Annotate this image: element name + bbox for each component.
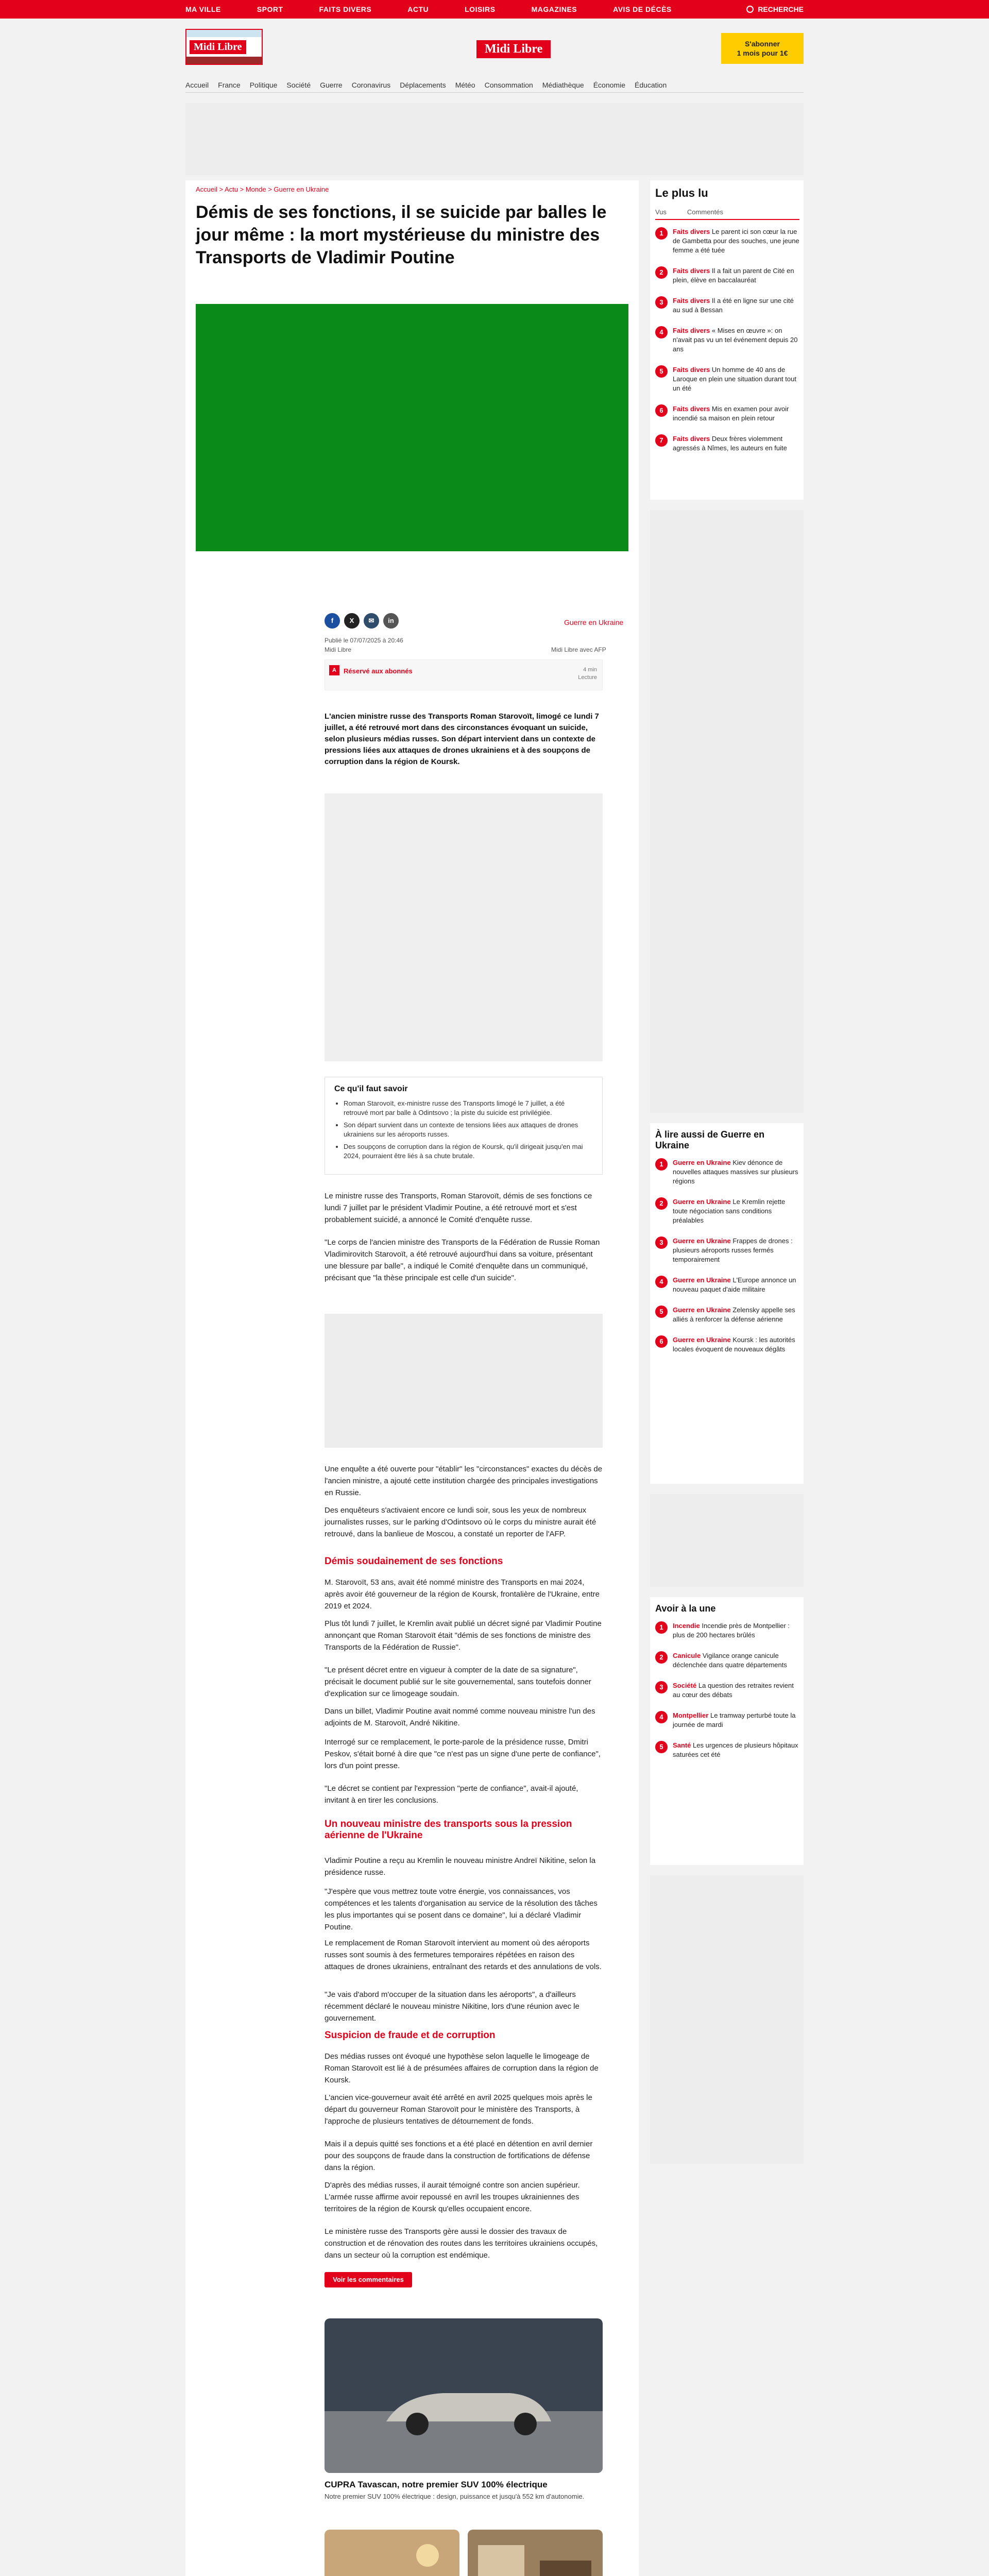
search-label: RECHERCHE bbox=[758, 5, 804, 13]
rank-badge: 5 bbox=[655, 1306, 668, 1318]
reading-time-label: Lecture bbox=[578, 674, 597, 681]
breadcrumb[interactable]: Accueil > Actu > Monde > Guerre en Ukraine bbox=[196, 185, 329, 193]
most-read-tabs bbox=[655, 208, 799, 220]
search-icon bbox=[746, 6, 754, 13]
list-item[interactable] bbox=[655, 326, 799, 354]
article-paragraph: L'ancien vice-gouverneur avait été arrêté en avril 2025 quelques mois après le départ du gouverneur Roman Starovoït pour le ministère des Transports, à l'approche de plusieurs tentatives de détournement de fonds. bbox=[325, 2093, 592, 2126]
article-lead: L'ancien ministre russe des Transports Roman Starovoït, limogé ce lundi 7 juillet, a été retrouvé mort dans des circonstances évoquant un suicide, selon plusieurs médias russes. Son départ intervient dans un contexte de pressions liées aux attaques de drones ukrainiens et à des soupçons de corruption dans la région de Koursk. bbox=[325, 712, 599, 766]
article-main bbox=[185, 180, 639, 2576]
x-share-icon[interactable]: X bbox=[344, 613, 360, 629]
article-paragraph: Le ministre russe des Transports, Roman Starovoït, démis de ses fonctions ce lundi 7 juillet par le président Vladimir Poutine, a été retrouvé mort et s'est probablement suicidé, a annoncé le Comité d'enquête russe. bbox=[325, 1192, 592, 1224]
rank-badge: 2 bbox=[655, 266, 668, 279]
rank-badge: 4 bbox=[655, 1711, 668, 1723]
list-item-text: Faits divers Deux frères violemment agressés à Nîmes, les auteurs en fuite bbox=[673, 435, 787, 452]
article-paragraph: Dans un billet, Vladimir Poutine avait nommé comme nouveau ministre l'un des adjoints de M. Starovoït, André Nikitine. bbox=[325, 1707, 595, 1727]
sponsored-card[interactable] bbox=[325, 2530, 459, 2576]
hero-image bbox=[196, 304, 628, 551]
inline-ad-slot bbox=[325, 793, 603, 1061]
headlines-title: Avoir à la une bbox=[655, 1603, 716, 1614]
key-points-title: Ce qu'il faut savoir bbox=[334, 1084, 408, 1093]
subnav-item[interactable]: Coronavirus bbox=[351, 80, 391, 89]
sidebar-ad-slot-2 bbox=[650, 1494, 804, 1587]
list-item[interactable] bbox=[655, 434, 799, 453]
subscriber-badge-icon: A bbox=[329, 665, 339, 675]
list-item-text: Faits divers Le parent ici son cœur la rue de Gambetta pour des souches, une jeune femme a été tuée bbox=[673, 228, 799, 254]
see-comments-button[interactable]: Voir les commentaires bbox=[325, 2272, 412, 2287]
rank-badge: 4 bbox=[655, 1276, 668, 1288]
article-paragraph: "Je vais d'abord m'occuper de la situation dans les aéroports", a d'ailleurs récemment déclaré le nouveau ministre Nikitine, lors d'une réunion avec le gouvernement. bbox=[325, 1990, 579, 2023]
sponsored-image-interior bbox=[468, 2530, 603, 2576]
nav-item-loisirs[interactable]: LOISIRS bbox=[465, 5, 496, 13]
subnav-item[interactable]: Politique bbox=[249, 80, 278, 89]
article-paragraph: Vladimir Poutine a reçu au Kremlin le nouveau ministre Andreï Nikitine, selon la présidence russe. bbox=[325, 1856, 596, 1877]
sponsored-card[interactable] bbox=[468, 2530, 603, 2576]
list-item[interactable] bbox=[655, 1741, 799, 1759]
logo-strip bbox=[186, 30, 262, 37]
list-item[interactable] bbox=[655, 296, 799, 315]
logo-bottom bbox=[186, 57, 262, 64]
subnav-item[interactable]: France bbox=[218, 80, 241, 89]
rank-badge: 4 bbox=[655, 326, 668, 338]
rank-badge: 2 bbox=[655, 1197, 668, 1210]
list-item[interactable] bbox=[655, 1681, 799, 1700]
subnav-item[interactable]: Éducation bbox=[634, 80, 667, 89]
article-paragraph: Des enquêteurs s'activaient encore ce lundi soir, sous les yeux de nombreux journalistes russes, sur le parking d'Odintsovo où le corps du ministre aurait été retrouvé, dans la banlieue de Moscou, a constaté un reporter de l'AFP. bbox=[325, 1506, 596, 1538]
list-item-text: Incendie Incendie près de Montpellier : plus de 200 hectares brûlés bbox=[673, 1622, 790, 1639]
list-item[interactable] bbox=[655, 404, 799, 423]
list-item-text: Guerre en Ukraine L'Europe annonce un nouveau paquet d'aide militaire bbox=[673, 1276, 796, 1293]
article-paragraph: Interrogé sur ce remplacement, le porte-parole de la présidence russe, Dmitri Peskov, s'était borné à dire que "ce n'est pas un signe d'une perte de confiance", lors d'un point presse. bbox=[325, 1738, 601, 1770]
subscriber-banner bbox=[325, 659, 603, 690]
list-item[interactable] bbox=[655, 266, 799, 285]
list-item-text: Canicule Vigilance orange canicule déclenchée dans quatre départements bbox=[673, 1652, 787, 1669]
site-logo[interactable] bbox=[185, 29, 263, 65]
key-point: • Son départ survient dans un contexte de tensions liées aux attaques de drones ukrainiens sur les aéroports russes. bbox=[344, 1121, 591, 1139]
rank-badge: 5 bbox=[655, 365, 668, 378]
nav-item-faits-divers[interactable]: FAITS DIVERS bbox=[319, 5, 372, 13]
related-list bbox=[655, 1158, 799, 1354]
article-paragraph: Des médias russes ont évoqué une hypothèse selon laquelle le limogeage de Roman Starovoït est lié à de présumées affaires de corruption dans la région de Koursk. bbox=[325, 2052, 599, 2084]
search-button[interactable] bbox=[746, 0, 804, 19]
article-paragraph: Le ministère russe des Transports gère aussi le dossier des travaux de construction et de rénovation des routes dans les territoires ukrainiens occupés, dans un secteur où la corruption est endémique. bbox=[325, 2227, 598, 2260]
rank-badge: 6 bbox=[655, 1335, 668, 1348]
subnav-item[interactable]: Médiathèque bbox=[542, 80, 584, 89]
article-paragraph: "J'espère que vous mettrez toute votre énergie, vos connaissances, vos compétences et les talents d'organisation au service de la résolution des tâches les plus importantes qui se posent dans ce domaine", lui a déclaré Vladimir Poutine. bbox=[325, 1887, 598, 1931]
article-paragraph: "Le présent décret entre en vigueur à compter de la date de sa signature", précisait le document publié sur le site gouvernemental, sans toutefois donner d'explication sur ce limogeage soudain. bbox=[325, 1666, 591, 1698]
list-item[interactable] bbox=[655, 1197, 799, 1225]
related-box bbox=[650, 1123, 804, 1484]
subscribe-button[interactable]: S'abonner 1 mois pour 1€ bbox=[721, 33, 804, 64]
list-item[interactable] bbox=[655, 1711, 799, 1730]
logo-text: Midi Libre bbox=[190, 40, 246, 54]
sidebar-ad-slot-3 bbox=[650, 1875, 804, 2164]
sponsored-image-landscape bbox=[325, 2530, 459, 2576]
list-item-text: Faits divers Il a été en ligne sur une cité au sud à Bessan bbox=[673, 297, 794, 314]
most-read-list bbox=[655, 227, 799, 453]
sponsored-title: CUPRA Tavascan, notre premier SUV 100% électrique bbox=[325, 2480, 548, 2489]
rank-badge: 3 bbox=[655, 1681, 668, 1693]
inline-ad-slot-2 bbox=[325, 1314, 603, 1448]
key-points-box bbox=[325, 1077, 603, 1175]
list-item[interactable] bbox=[655, 1335, 799, 1354]
rank-badge: 7 bbox=[655, 434, 668, 447]
sidebar bbox=[650, 180, 804, 2164]
rank-badge: 2 bbox=[655, 1651, 668, 1664]
list-item[interactable] bbox=[655, 1236, 799, 1264]
list-item-text: Guerre en Ukraine Kiev dénonce de nouvelles attaques massives sur plusieurs régions bbox=[673, 1159, 798, 1185]
article-paragraph: "Le corps de l'ancien ministre des Transports de la Fédération de Russie Roman Vladimirovitch Starovoït, a été retrouvé aujourd'hui dans sa voiture, présentant une blessure par balle", a indiqué le Comité d'enquête dans un communiqué, précisant que "la thèse principale est celle d'un suicide". bbox=[325, 1238, 600, 1282]
list-item[interactable] bbox=[655, 365, 799, 393]
list-item[interactable] bbox=[655, 1276, 799, 1294]
rank-badge: 5 bbox=[655, 1741, 668, 1753]
nav-item-avis-deces[interactable]: AVIS DE DÉCÈS bbox=[613, 5, 672, 13]
facebook-share-icon[interactable]: f bbox=[325, 613, 340, 629]
section-subnav bbox=[185, 77, 804, 93]
article-paragraph: Une enquête a été ouverte pour "établir" les "circonstances" exactes du décès de l'ancien ministre, a ajouté cette institution chargée des principales investigations en Russie. bbox=[325, 1465, 603, 1497]
subnav-item[interactable]: Société bbox=[286, 80, 311, 89]
share-buttons bbox=[325, 613, 403, 629]
publish-date: Publié le 07/07/2025 à 20:46 bbox=[325, 637, 403, 644]
list-item-text: Faits divers Un homme de 40 ans de Laroque en plein une situation durant tout un été bbox=[673, 366, 796, 392]
related-title: À lire aussi de Guerre en Ukraine bbox=[655, 1129, 765, 1150]
linkedin-share-icon[interactable]: in bbox=[383, 613, 399, 629]
mail-share-icon[interactable]: ✉ bbox=[364, 613, 379, 629]
reading-time bbox=[578, 666, 597, 682]
key-point: • Roman Starovoït, ex-ministre russe des Transports limogé le 7 juillet, a été retrouvé mort par balle à Odintsovo ; la piste du suicide est privilégiée. bbox=[344, 1099, 591, 1117]
article-subheading: Un nouveau ministre des transports sous la pression aérienne de l'Ukraine bbox=[325, 1819, 572, 1841]
list-item-text: Guerre en Ukraine Koursk : les autorités locales évoquent de nouveaux dégâts bbox=[673, 1336, 795, 1353]
subnav-item[interactable]: Guerre bbox=[320, 80, 343, 89]
list-item[interactable] bbox=[655, 1306, 799, 1324]
sponsored-image-suv bbox=[325, 2318, 603, 2473]
list-item[interactable] bbox=[655, 1621, 799, 1640]
sponsored-card[interactable] bbox=[325, 2318, 603, 2501]
article-paragraph: Le remplacement de Roman Starovoït intervient au moment où des aéroports russes sont soumis à des fermetures temporaires répétées en raison des attaques de drones ukrainiens, entraînant des retards et des annulations de vols. bbox=[325, 1939, 602, 1971]
subnav-item[interactable]: Météo bbox=[455, 80, 475, 89]
list-item-text: Faits divers Il a fait un parent de Cité en plein, élève en baccalauréat bbox=[673, 267, 794, 284]
nav-item-sport[interactable]: SPORT bbox=[257, 5, 283, 13]
headlines-box bbox=[650, 1597, 804, 1865]
top-ad-slot bbox=[185, 103, 804, 175]
top-navigation-bar bbox=[0, 0, 989, 19]
publisher: Midi Libre bbox=[325, 646, 352, 653]
site-header bbox=[185, 29, 804, 65]
nav-item-actu[interactable]: ACTU bbox=[407, 5, 429, 13]
list-item-text: Montpellier Le tramway perturbé toute la journée de mardi bbox=[673, 1711, 796, 1728]
list-item[interactable] bbox=[655, 1158, 799, 1186]
list-item-text: Santé Les urgences de plusieurs hôpitaux saturées cet été bbox=[673, 1741, 798, 1758]
subnav-item[interactable]: Consommation bbox=[484, 80, 533, 89]
list-item[interactable] bbox=[655, 227, 799, 255]
article-paragraph: D'après des médias russes, il aurait témoigné contre son ancien supérieur. L'armée russe affirme avoir repoussé en avril les troupes ukrainiennes des territoires de la région de Koursk qu'elles occupaient encore. bbox=[325, 2181, 580, 2213]
sponsored-desc: Notre premier SUV 100% électrique : design, puissance et jusqu'à 552 km d'autonomie. bbox=[325, 2493, 585, 2500]
article-paragraph: M. Starovoït, 53 ans, avait été nommé ministre des Transports en mai 2024, après avoir été gouverneur de la région de Koursk, frontalière de l'Ukraine, entre 2019 et 2024. bbox=[325, 1578, 600, 1611]
subscriber-label: Réservé aux abonnés bbox=[344, 667, 413, 675]
rank-badge: 3 bbox=[655, 1236, 668, 1249]
list-item-text: Guerre en Ukraine Le Kremlin rejette toute négociation sans conditions préalables bbox=[673, 1198, 786, 1224]
article-headline: Démis de ses fonctions, il se suicide par balles le jour même : la mort mystérieuse du ministre des Transports de Vladimir Poutine bbox=[196, 202, 607, 267]
list-item-text: Faits divers « Mises en œuvre »: on n'avait pas vu un tel événement depuis 20 ans bbox=[673, 327, 798, 353]
rank-badge: 1 bbox=[655, 227, 668, 240]
rank-badge: 1 bbox=[655, 1158, 668, 1171]
section-tag[interactable]: Guerre en Ukraine bbox=[564, 618, 624, 626]
rank-badge: 3 bbox=[655, 296, 668, 309]
most-read-box bbox=[650, 180, 804, 500]
article-subheading: Démis soudainement de ses fonctions bbox=[325, 1556, 503, 1567]
most-read-title: Le plus lu bbox=[655, 187, 708, 199]
tab-commentes[interactable]: Commentés bbox=[687, 208, 723, 216]
tab-vus[interactable]: Vus bbox=[655, 208, 667, 216]
article-paragraph: Plus tôt lundi 7 juillet, le Kremlin avait publié un décret signé par Vladimir Poutine annonçant que Roman Starovoït était "démis de ses fonctions de ministre des Transports de la Fédération de Russie". bbox=[325, 1619, 602, 1652]
subnav-item[interactable]: Déplacements bbox=[400, 80, 446, 89]
subnav-item[interactable]: Accueil bbox=[185, 80, 209, 89]
list-item-text: Guerre en Ukraine Frappes de drones : plusieurs aéroports russes fermés temporairement bbox=[673, 1237, 793, 1263]
list-item-text: Faits divers Mis en examen pour avoir incendié sa maison en plein retour bbox=[673, 405, 789, 422]
reading-time-value: 4 min bbox=[583, 667, 597, 673]
article-subheading: Suspicion de fraude et de corruption bbox=[325, 2030, 496, 2041]
rank-badge: 6 bbox=[655, 404, 668, 417]
subnav-item[interactable]: Économie bbox=[593, 80, 625, 89]
nav-item-magazines[interactable]: MAGAZINES bbox=[531, 5, 577, 13]
list-item[interactable] bbox=[655, 1651, 799, 1670]
rank-badge: 1 bbox=[655, 1621, 668, 1634]
article-paragraph: "Le décret se contient par l'expression "perte de confiance", avait-il ajouté, invitant à en tirer les conclusions. bbox=[325, 1784, 578, 1805]
headlines-list bbox=[655, 1621, 799, 1759]
article-paragraph: Mais il a depuis quitté ses fonctions et a été placé en détention en avril dernier pour des soupçons de fraude dans la construction de fortifications de défense dans la région. bbox=[325, 2140, 593, 2172]
sidebar-ad-slot bbox=[650, 510, 804, 1113]
brand-title[interactable]: Midi Libre bbox=[476, 40, 551, 58]
byline: Midi Libre avec AFP bbox=[551, 646, 606, 653]
key-points-list bbox=[344, 1099, 591, 1164]
list-item-text: Guerre en Ukraine Zelensky appelle ses alliés à renforcer la défense aérienne bbox=[673, 1306, 795, 1323]
nav-item-ma-ville[interactable]: MA VILLE bbox=[185, 5, 221, 13]
list-item-text: Société La question des retraites revient au cœur des débats bbox=[673, 1682, 794, 1699]
key-point: • Des soupçons de corruption dans la région de Koursk, qu'il dirigeait jusqu'en mai 2024, pourraient être liés à sa chute brutale. bbox=[344, 1142, 591, 1161]
